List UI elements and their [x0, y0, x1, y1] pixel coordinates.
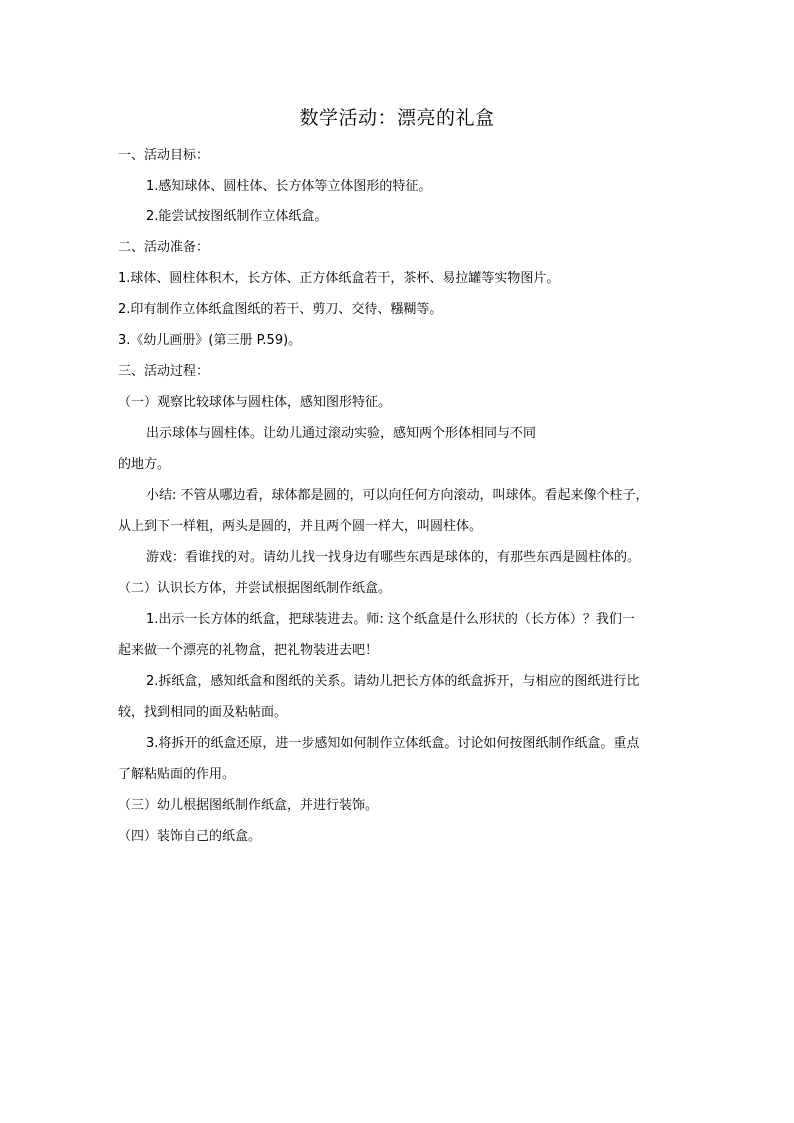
paragraph-line: 2.拆纸盒，感知纸盒和图纸的关系。请幼儿把长方体的纸盒拆开，与相应的图纸进行比 — [146, 674, 640, 689]
paragraph-line: 起来做一个漂亮的礼物盒，把礼物装进去吧！ — [118, 643, 379, 658]
paragraph-line: 出示球体与圆柱体。让幼儿通过滚动实验，感知两个形体相同与不同 — [146, 426, 537, 441]
section-heading-goals: 一、活动目标： — [118, 148, 210, 163]
process-step-heading-4: （四）装饰自己的纸盒。 — [118, 829, 262, 844]
goal-item-2: 2.能尝试按图纸制作立体纸盒。 — [146, 209, 328, 224]
paragraph-line: 小结: 不管从哪边看，球体都是圆的，可以向任何方向滚动，叫球体。看起来像个柱子， — [146, 488, 649, 503]
paragraph-line: 的地方。 — [118, 457, 171, 472]
page-title: 数学活动：漂亮的礼盒 — [299, 107, 495, 129]
paragraph-line: 3.将拆开的纸盒还原，进一步感知如何制作立体纸盒。讨论如何按图纸制作纸盒。重点 — [146, 736, 640, 751]
process-step-heading-3: （三）幼儿根据图纸制作纸盒，并进行装饰。 — [118, 798, 379, 813]
paragraph-line: 从上到下一样粗，两头是圆的，并且两个圆一样大，叫圆柱体。 — [118, 519, 483, 534]
section-heading-preparation: 二、活动准备： — [118, 240, 210, 255]
preparation-item-2: 2.印有制作立体纸盒图纸的若干、剪刀、交待、糨糊等。 — [118, 302, 443, 317]
paragraph-line: 1.出示一长方体的纸盒，把球装进去。师: 这个纸盒是什么形状的（长方体）？我们一 — [146, 612, 635, 627]
process-step-heading-2: （二）认识长方体，并尝试根据图纸制作纸盒。 — [118, 581, 392, 596]
paragraph-line: 较，找到相同的面及粘帖面。 — [118, 705, 288, 720]
preparation-item-1: 1.球体、圆柱体积木，长方体、正方体纸盒若干，茶杯、易拉罐等实物图片。 — [118, 271, 560, 286]
goal-item-1: 1.感知球体、圆柱体、长方体等立体图形的特征。 — [146, 179, 432, 194]
paragraph-line: 了解粘贴面的作用。 — [118, 767, 236, 782]
process-step-heading-1: （一）观察比较球体与圆柱体，感知图形特征。 — [118, 395, 392, 410]
preparation-item-3: 3.《幼儿画册》(第三册 P.59)。 — [118, 333, 302, 348]
paragraph-line: 游戏：看谁找的对。请幼儿找一找身边有哪些东西是球体的，有那些东西是圆柱体的。 — [146, 550, 641, 565]
section-heading-process: 三、活动过程： — [118, 364, 210, 379]
